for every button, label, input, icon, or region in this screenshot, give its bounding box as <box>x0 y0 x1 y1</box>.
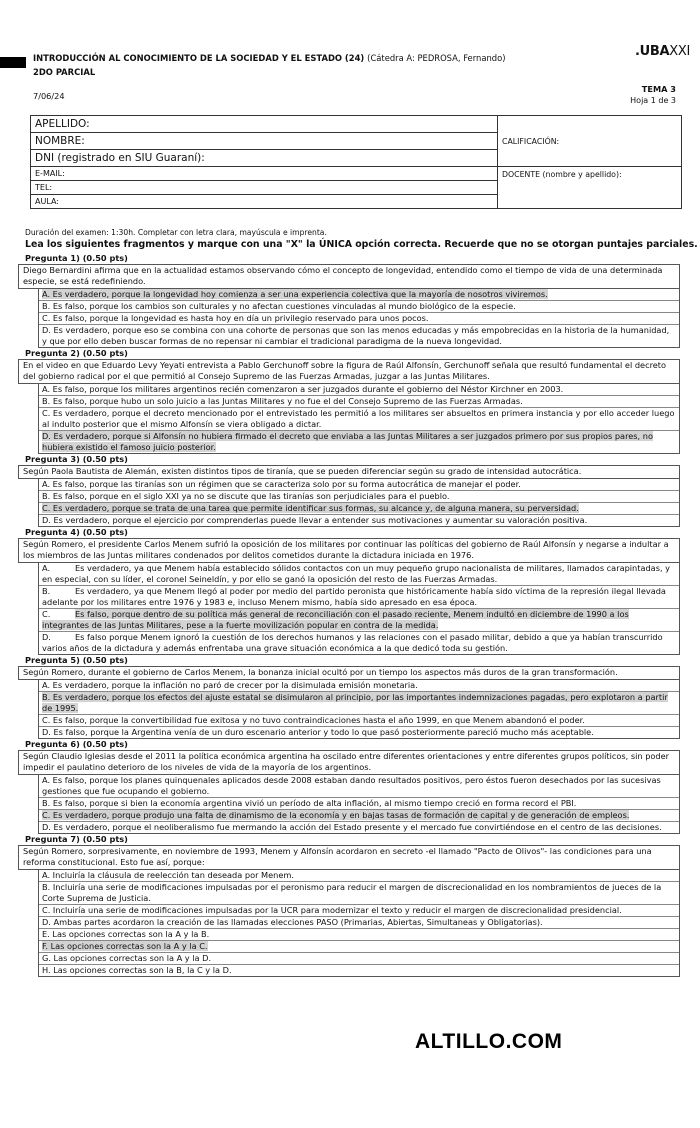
calificacion-field: CALIFICACIÓN: <box>498 116 682 167</box>
answer-option[interactable] <box>39 870 679 882</box>
option-text: A. Incluiría la cláusula de reelección tan deseada por Menem. <box>42 870 294 880</box>
answer-option[interactable] <box>39 941 679 953</box>
answer-option[interactable] <box>39 515 679 526</box>
options-list <box>38 563 680 655</box>
header-black-bar <box>0 57 26 68</box>
options-list <box>38 479 680 527</box>
answer-option[interactable] <box>39 692 679 715</box>
question-statement: Según Claudio Iglesias desde el 2011 la política económica argentina ha oscilado entre diferentes orientaciones y entre diferentes grupos políticos, sin poder impedir el paulatino deterioro de los niveles de vida de la mayoría de los argentinos. <box>18 750 680 775</box>
nombre-field[interactable]: NOMBRE: <box>31 133 498 150</box>
option-text: D. Es verdadero, porque el neoliberalismo fue mermando la acción del Estado presente y el mercado fue convirtiéndose en el centro de las decisiones. <box>42 822 662 832</box>
option-text: D. Es falso, porque la Argentina venía de un duro escenario anterior y todo lo que pasó posteriormente pareció mucho más aceptable. <box>42 727 594 737</box>
aula-field[interactable]: AULA: <box>31 195 498 209</box>
option-text: B. Es falso, porque si bien la economía argentina vivió un período de alta inflación, al mismo tiempo creció en forma record el PBI. <box>42 798 577 808</box>
option-text: B. Es falso, porque hubo un solo juicio a las Juntas Militares y no fue el del Consejo Supremo de las Fuerzas Armadas. <box>42 396 523 406</box>
apellido-field[interactable]: APELLIDO: <box>31 116 498 133</box>
question-7 <box>18 834 680 977</box>
question-statement: Según Romero, el presidente Carlos Menem sufrió la oposición de los militares por continuar las políticas del gobierno de Raúl Alfonsín y negarse a indultar a los miembros de las Juntas militares condenados por delitos cometidos durante la dictadura iniciada en 1976. <box>18 538 680 563</box>
options-list <box>38 870 680 977</box>
email-field[interactable]: E-MAIL: <box>31 167 498 181</box>
option-text: Es falso porque Menem ignoró la cuestión de los derechos humanos y las relaciones con el pasado militar, debido a que ya habían transcurrido varios años de la dictadura y además enfrentaba una grave situación económica a la que dedicó toda su gestión. <box>42 632 663 653</box>
option-text: A. Es falso, porque los militares argentinos recién comenzaron a ser juzgados durante el gobierno del Néstor Kirchner en 2003. <box>42 384 564 394</box>
dni-field[interactable]: DNI (registrado en SIU Guaraní): <box>31 150 498 167</box>
questions-list <box>18 253 680 977</box>
answer-option[interactable] <box>39 609 679 632</box>
option-text: D. Es verdadero, porque eso se combina con una cohorte de personas que son las menos educadas y más empobrecidas en la historia de la humanidad, y que por ello deben buscar formas de no repensar ni cambiar el tradicional paradigma de la nueva longevidad. <box>42 325 670 346</box>
answer-option[interactable] <box>39 965 679 976</box>
answer-option[interactable] <box>39 491 679 503</box>
question-3 <box>18 454 680 527</box>
option-text: A. Es verdadero, porque la longevidad hoy comienza a ser una experiencia colectiva que la mayoría de nosotros viviremos. <box>42 289 548 299</box>
option-text: D. Ambas partes acordaron la creación de las llamadas elecciones PASO (Primarias, Abiertas, Simultaneas y Obligatorias). <box>42 917 543 927</box>
question-2 <box>18 348 680 454</box>
options-list <box>38 775 680 834</box>
answer-option[interactable] <box>39 882 679 905</box>
answer-option[interactable] <box>39 798 679 810</box>
option-letter: C. <box>42 609 51 619</box>
answer-option[interactable] <box>39 775 679 798</box>
option-letter: B. <box>42 586 51 596</box>
answer-option[interactable] <box>39 301 679 313</box>
answer-option[interactable] <box>39 586 679 609</box>
student-info-table <box>30 115 682 209</box>
question-statement: Según Romero, durante el gobierno de Carlos Menem, la bonanza inicial ocultó por un tiempo los aspectos más duros de la gran transformación. <box>18 666 680 680</box>
question-5 <box>18 655 680 739</box>
docente-field: DOCENTE (nombre y apellido): <box>498 167 682 209</box>
answer-option[interactable] <box>39 479 679 491</box>
option-letter: D. <box>42 632 51 642</box>
option-text: Es verdadero, ya que Menem había establecido sólidos contactos con un muy pequeño grupo nacionalista de militares, llamados carapintadas, y en especial, con su líder, el coronel Seineldín, y por ello se ganó la oposición del resto de las Fuerzas Armadas. <box>42 563 671 584</box>
question-header: Pregunta 4) (0.50 pts) <box>25 527 128 537</box>
course-title: INTRODUCCIÓN AL CONOCIMIENTO DE LA SOCIEDAD Y EL ESTADO (24) (Cátedra A: PEDROSA, Fernando) <box>33 53 506 63</box>
page-indicator: Hoja 1 de 3 <box>630 96 676 105</box>
option-text: Es verdadero, ya que Menem llegó al poder por medio del partido peronista que históricamente había sido víctima de la represión ilegal llevada adelante por los militares entre 1976 y 1983 e, incluso Menem mismo, había sido apresado en esa época. <box>42 586 666 607</box>
answer-option[interactable] <box>39 563 679 586</box>
option-text: D. Es verdadero, porque si Alfonsín no hubiera firmado el decreto que enviaba a las Juntas Militares a ser juzgados primero por sus propios pares, no hubiera existido el famoso juicio posterior. <box>42 431 653 452</box>
option-text: G. Las opciones correctas son la A y la D. <box>42 953 212 963</box>
answer-option[interactable] <box>39 408 679 431</box>
option-text: C. Es falso, porque la longevidad es hasta hoy en día un privilegio reservado para unos pocos. <box>42 313 429 323</box>
exam-date: 7/06/24 <box>33 91 65 101</box>
answer-option[interactable] <box>39 917 679 929</box>
answer-option[interactable] <box>39 289 679 301</box>
answer-option[interactable] <box>39 632 679 654</box>
question-6 <box>18 739 680 834</box>
option-text: E. Las opciones correctas son la A y la B. <box>42 929 210 939</box>
tel-field[interactable]: TEL: <box>31 181 498 195</box>
answer-option[interactable] <box>39 396 679 408</box>
options-list <box>38 680 680 739</box>
options-list <box>38 289 680 348</box>
answer-option[interactable] <box>39 929 679 941</box>
option-text: C. Incluiría una serie de modificaciones impulsadas por la UCR para modernizar el texto y reducir el margen de discrecionalidad presidencial. <box>42 905 622 915</box>
answer-option[interactable] <box>39 953 679 965</box>
option-text: C. Es verdadero, porque el decreto mencionado por el entrevistado les permitió a los militares ser absueltos en primera instancia y por ello acceder luego al indulto posterior que el mismo Alfonsín se viera obligado a dictar. <box>42 408 675 429</box>
options-list <box>38 384 680 454</box>
question-4 <box>18 527 680 655</box>
option-letter: A. <box>42 563 51 573</box>
option-text: H. Las opciones correctas son la B, la C y la D. <box>42 965 232 975</box>
answer-option[interactable] <box>39 727 679 738</box>
answer-option[interactable] <box>39 325 679 347</box>
answer-option[interactable] <box>39 810 679 822</box>
answer-option[interactable] <box>39 503 679 515</box>
question-statement: Diego Bernardini afirma que en la actualidad estamos observando cómo el concepto de longevidad, entendido como el tiempo de vida de una determinada especie, se está redefiniendo. <box>18 264 680 289</box>
question-statement: Según Paola Bautista de Alemán, existen distintos tipos de tiranía, que se pueden diferenciar según su grado de intensidad autocrática. <box>18 465 680 479</box>
question-1 <box>18 253 680 348</box>
option-text: C. Es falso, porque la convertibilidad fue exitosa y no tuvo contraindicaciones hasta el año 1999, en que Menem abandonó el poder. <box>42 715 585 725</box>
question-header: Pregunta 2) (0.50 pts) <box>25 348 128 358</box>
option-text: C. Es verdadero, porque produjo una falta de dinamismo de la economía y en bajas tasas de formación de capital y de generación de empleos. <box>42 810 630 820</box>
answer-option[interactable] <box>39 313 679 325</box>
option-text: C. Es verdadero, porque se trata de una tarea que permite identificar sus formas, su alcance y, de alguna manera, su perversidad. <box>42 503 579 513</box>
tema-label: TEMA 3 <box>641 84 676 94</box>
question-header: Pregunta 3) (0.50 pts) <box>25 454 128 464</box>
question-statement: En el video en que Eduardo Levy Yeyati entrevista a Pablo Gerchunoff sobre la figura de Raúl Alfonsín, Gerchunoff señala que resultó fundamental el decreto del gobierno radical por el que permitió al Consejo Supremo de las Fuerzas Armadas, juzgar a las Juntas Militares. <box>18 359 680 384</box>
option-text: A. Es falso, porque los planes quinquenales aplicados desde 2008 estaban dando resultados positivos, pero éstos fueron desechados por las sucesivas gestiones que fue ocupando el gobierno. <box>42 775 661 796</box>
question-header: Pregunta 5) (0.50 pts) <box>25 655 128 665</box>
answer-option[interactable] <box>39 822 679 833</box>
option-text: B. Es falso, porque en el siglo XXI ya no se discute que las tiranías son perjudiciales para el pueblo. <box>42 491 450 501</box>
instructions: Lea los siguientes fragmentos y marque con una "X" la ÚNICA opción correcta. Recuerde que no se otorgan puntajes parciales. <box>25 239 698 250</box>
answer-option[interactable] <box>39 905 679 917</box>
option-text: D. Es verdadero, porque el ejercicio por comprenderlas puede llevar a entender sus motivaciones y aumentar su valoración positiva. <box>42 515 588 525</box>
exam-name: 2DO PARCIAL <box>33 67 96 77</box>
uba-logo: .UBAXXI <box>635 44 691 59</box>
question-header: Pregunta 1) (0.50 pts) <box>25 253 128 263</box>
answer-option[interactable] <box>39 384 679 396</box>
option-text: B. Incluiría una serie de modificaciones impulsadas por el peronismo para reducir el margen de discrecionalidad en los nombramientos de jueces de la Corte Suprema de Justicia. <box>42 882 662 903</box>
question-statement: Según Romero, sorpresivamente, en noviembre de 1993, Menem y Alfonsín acordaron en secreto -el llamado "Pacto de Olivos"- las condiciones para una reforma constitucional. Esto fue así, porque: <box>18 845 680 870</box>
answer-option[interactable] <box>39 680 679 692</box>
option-text: A. Es falso, porque las tiranías son un régimen que se caracteriza solo por su forma autocrática de manejar el poder. <box>42 479 521 489</box>
option-text: B. Es falso, porque los cambios son culturales y no afectan cuestiones vinculadas al mundo biológico de la especie. <box>42 301 516 311</box>
question-header: Pregunta 7) (0.50 pts) <box>25 834 128 844</box>
question-header: Pregunta 6) (0.50 pts) <box>25 739 128 749</box>
option-text: F. Las opciones correctas son la A y la C. <box>42 941 208 951</box>
exam-duration: Duración del examen: 1:30h. Completar con letra clara, mayúscula e imprenta. <box>25 228 327 237</box>
option-text: B. Es verdadero, porque los efectos del ajuste estatal se disimularon al principio, por las importantes indemnizaciones pagadas, pero explotaron a partir de 1995. <box>42 692 668 713</box>
option-text: Es falso, porque dentro de su política más general de reconciliación con el pasado reciente, Menem indultó en diciembre de 1990 a los integrantes de las Juntas Militares, pese a la fuerte movilización popular en contra de la medida. <box>42 609 629 630</box>
answer-option[interactable] <box>39 715 679 727</box>
answer-option[interactable] <box>39 431 679 453</box>
watermark: ALTILLO.COM <box>415 1030 563 1053</box>
option-text: A. Es verdadero, porque la inflación no paró de crecer por la disimulada emisión monetaria. <box>42 680 418 690</box>
